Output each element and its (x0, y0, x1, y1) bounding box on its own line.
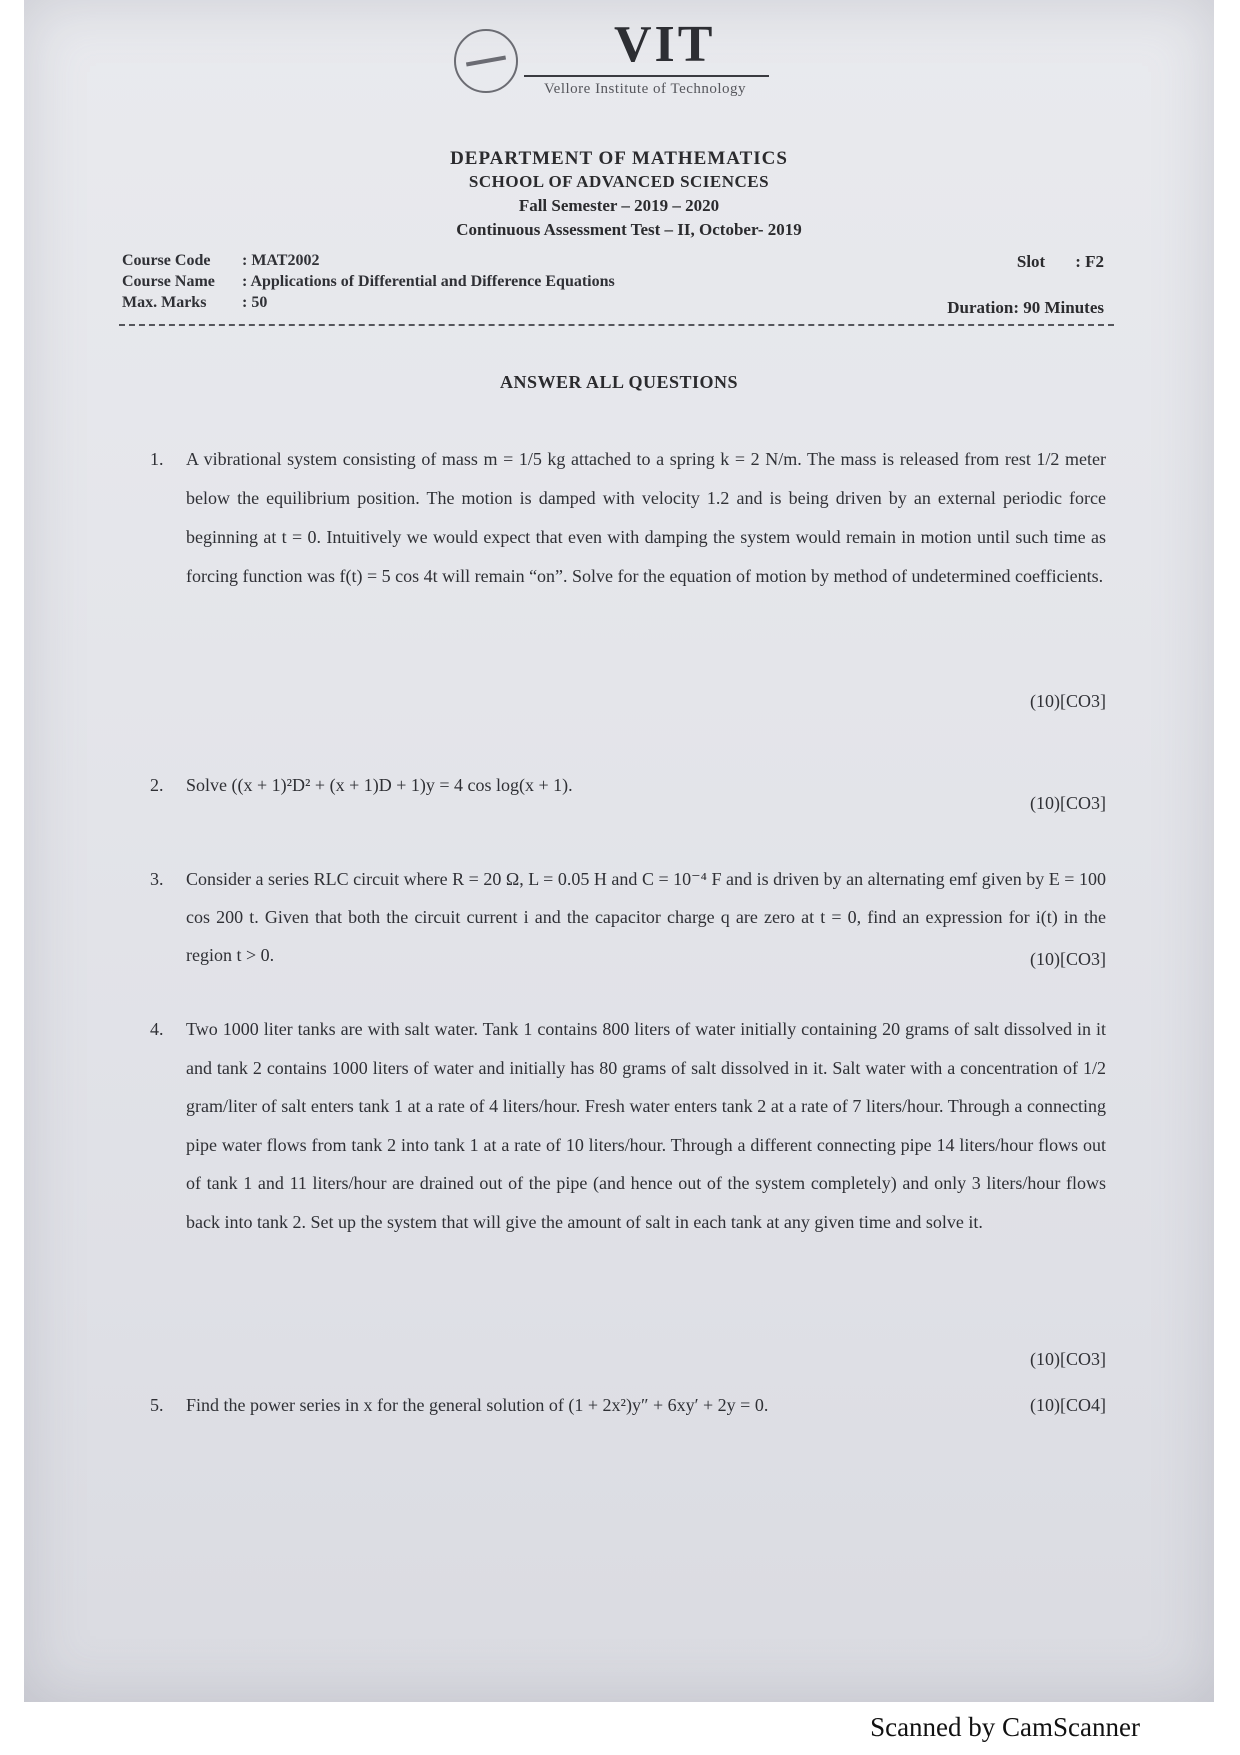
university-seal-icon (454, 29, 518, 93)
logo-subtitle: Vellore Institute of Technology (544, 81, 747, 97)
question-marks: (10)[CO4] (1030, 1395, 1106, 1415)
question-text: Consider a series RLC circuit where R = 20 Ω, L = 0.05 H and C = 10⁻⁴ F and is driven by an alternating emf given by E = 100 cos 200 t. Given that both the circuit current i and the capacitor charge q are zero at t = 0, find an expression for i(t) in the region t > 0. (186, 869, 1106, 965)
course-name-row (122, 271, 615, 292)
instructions-heading: ANSWER ALL QUESTIONS (499, 372, 739, 392)
max-marks-label: Max. Marks (122, 294, 207, 311)
course-code-label: Course Code (122, 252, 211, 269)
question-text: Two 1000 liter tanks are with salt water. Tank 1 contains 800 liters of water initially containing 20 grams of salt dissolved in it and tank 2 contains 1000 liters of water and initially has 80 grams of salt dissolved in it. Salt water with a concentration of 1/2 gram/liter of salt enters tank 1 at a rate of 4 liters/hour. Fresh water enters tank 2 at a rate of 7 liters/hour. Through a connecting pipe water flows from tank 2 into tank 1 at a rate of 10 liters/hour. Through a different connecting pipe 14 liters/hour flows out of tank 1 and 11 liters/hour are drained out of the pipe (and hence out of the system completely) and only 3 liters/hour flows back into tank 2. Set up the system that will give the amount of salt in each tank at any given time and solve it. (186, 1019, 1106, 1232)
question-number: 5. (150, 1395, 164, 1415)
school-title: SCHOOL OF ADVANCED SCIENCES (468, 172, 770, 191)
question-marks: (10)[CO3] (1030, 1349, 1106, 1369)
semester-title: Fall Semester – 2019 – 2020 (518, 196, 720, 215)
max-marks-row (122, 292, 615, 313)
slot-value: : F2 (1075, 252, 1104, 271)
question-number: 1. (150, 449, 164, 469)
question-text: A vibrational system consisting of mass m = 1/5 kg attached to a spring k = 2 N/m. The mass is released from rest 1/2 meter below the equilibrium position. The motion is damped with velocity 1.2 and is being driven by an external periodic force beginning at t = 0. Intuitively we would expect that even with damping the system would remain in motion until such time as forcing function was f(t) = 5 cos 4t will remain “on”. Solve for the equation of motion by method of undetermined coefficients. (186, 449, 1106, 586)
slot-info (1017, 252, 1104, 272)
test-title: Continuous Assessment Test – II, October- 2019 (456, 220, 802, 239)
course-code-row (122, 250, 615, 271)
course-name-value: : Applications of Differential and Difference Equations (242, 273, 615, 290)
vit-logo (454, 15, 794, 105)
exam-paper (24, 0, 1214, 1702)
course-name-label: Course Name (122, 273, 215, 290)
max-marks-value: : 50 (242, 294, 268, 311)
logo-name: VIT (614, 16, 716, 73)
question-number: 2. (150, 775, 164, 795)
slot-label: Slot (1016, 252, 1046, 271)
question-marks: (10)[CO3] (1030, 949, 1106, 969)
question-marks: (10)[CO3] (1030, 691, 1106, 711)
question-marks: (10)[CO3] (1030, 793, 1106, 813)
duration-info: Duration: 90 Minutes (947, 298, 1104, 317)
course-details (122, 250, 615, 313)
question-number: 4. (150, 1019, 164, 1039)
question-text: Solve ((x + 1)²D² + (x + 1)D + 1)y = 4 cos log(x + 1). (186, 775, 573, 795)
question-number: 3. (150, 869, 164, 889)
logo-rule (524, 75, 769, 77)
header-divider (119, 324, 1114, 326)
question-text: Find the power series in x for the general solution of (1 + 2x²)y″ + 6xy′ + 2y = 0. (186, 1395, 769, 1415)
course-code-value: : MAT2002 (242, 252, 320, 269)
scanner-watermark: Scanned by CamScanner (870, 1712, 1140, 1742)
department-title: DEPARTMENT OF MATHEMATICS (450, 148, 788, 169)
